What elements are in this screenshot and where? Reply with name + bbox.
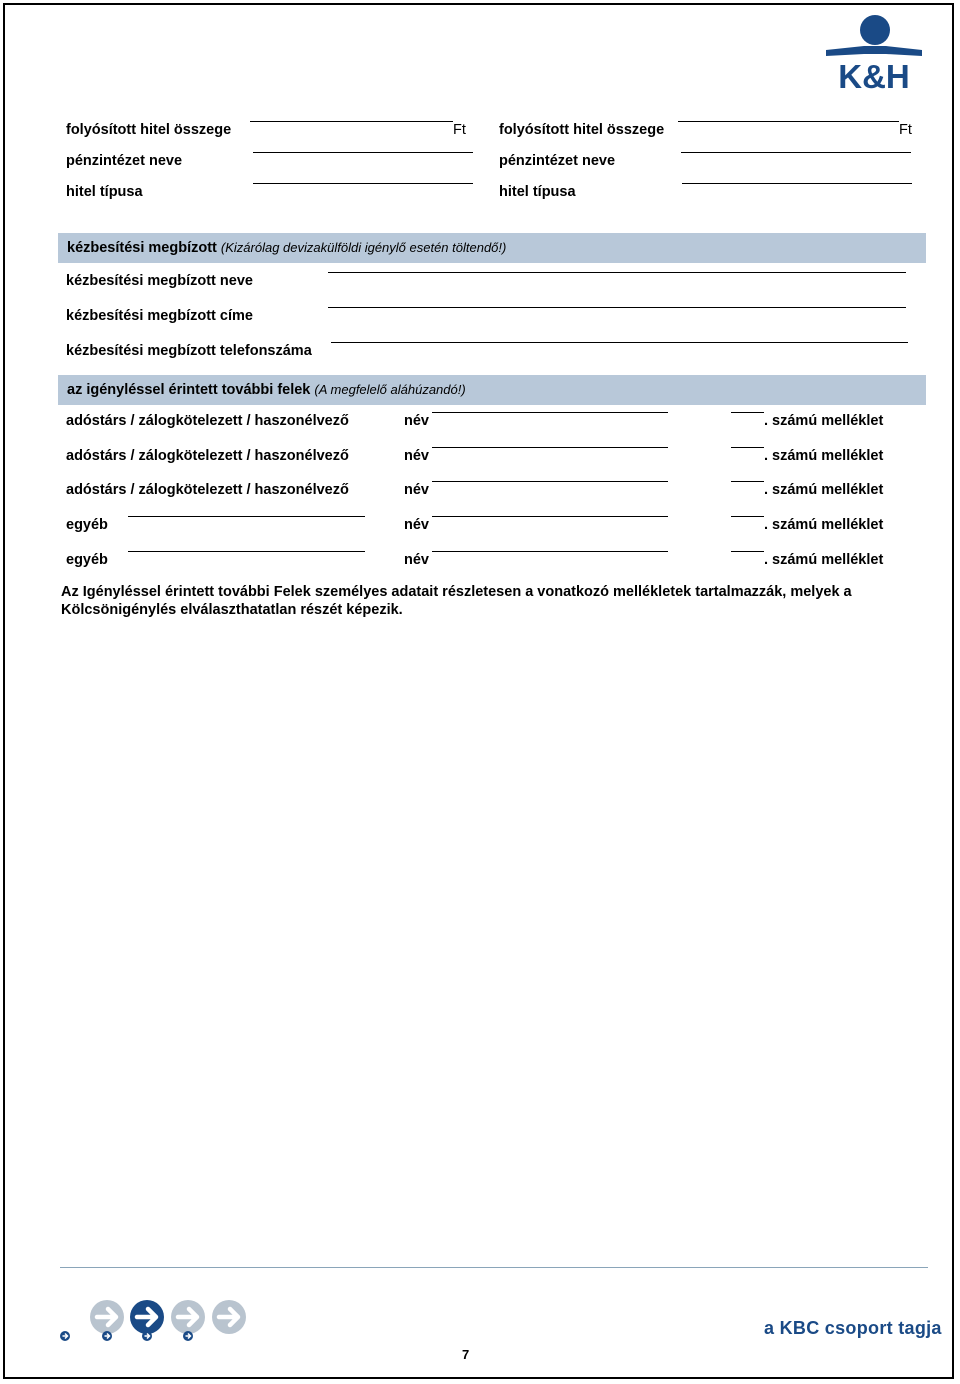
party-attachment-label: . számú melléklet — [764, 413, 884, 429]
delivery-phone-field[interactable] — [331, 342, 908, 343]
party-name-field[interactable] — [432, 551, 668, 552]
parties-section-header — [58, 375, 926, 405]
party-name-label: név — [404, 517, 429, 533]
party-role: egyéb — [66, 517, 108, 533]
arrow-right-icon — [90, 1300, 124, 1341]
kbc-group-logo: a KBC csoport tagja — [764, 1318, 942, 1338]
party-name-field[interactable] — [432, 412, 668, 413]
footer-divider — [60, 1267, 928, 1268]
delivery-section-header — [58, 233, 926, 263]
delivery-address-field[interactable] — [328, 307, 906, 308]
left-currency: Ft — [453, 122, 466, 138]
page-frame — [3, 3, 954, 1379]
party-role: adóstárs / zálogkötelezett / haszonélvező — [66, 482, 349, 498]
party-attachment-label: . számú melléklet — [764, 517, 884, 533]
party-name-label: név — [404, 448, 429, 464]
party-attachment-field[interactable] — [731, 412, 764, 413]
arrow-right-light-icon — [171, 1300, 205, 1341]
party-name-label: név — [404, 413, 429, 429]
footer-arrows — [58, 1296, 258, 1349]
party-role: adóstárs / zálogkötelezett / haszonélvező — [66, 413, 349, 429]
party-role: egyéb — [66, 552, 108, 568]
parties-title-note: (A megfelelő aláhúzandó!) — [314, 382, 466, 397]
party-attachment-label: . számú melléklet — [764, 552, 884, 568]
party-attachment-field[interactable] — [731, 481, 764, 482]
parties-note: Az Igényléssel érintett további Felek személyes adatait részletesen a vonatkozó mellékletek tartalmazzák, melyek a Kölcsönigénylés elválaszthatatlan részét képezik. — [61, 584, 852, 618]
party-name-label: név — [404, 482, 429, 498]
right-type-label: hitel típusa — [499, 184, 576, 200]
party-name-field[interactable] — [432, 447, 668, 448]
arrow-small-icon — [60, 1331, 70, 1341]
left-amount-field[interactable] — [250, 121, 453, 122]
party-attachment-field[interactable] — [731, 447, 764, 448]
right-bank-field[interactable] — [681, 152, 911, 153]
right-type-field[interactable] — [682, 183, 912, 184]
right-amount-field[interactable] — [678, 121, 899, 122]
delivery-address-label: kézbesítési megbízott címe — [66, 308, 253, 324]
right-amount-label: folyósított hitel összege — [499, 122, 665, 138]
left-bank-label: pénzintézet neve — [66, 153, 183, 169]
party-role: adóstárs / zálogkötelezett / haszonélvező — [66, 448, 349, 464]
delivery-phone-label: kézbesítési megbízott telefonszáma — [66, 343, 312, 359]
delivery-name-field[interactable] — [328, 272, 906, 273]
arrow-right-faded-icon — [212, 1300, 246, 1334]
party-attachment-label: . számú melléklet — [764, 448, 884, 464]
svg-text:K&H: K&H — [838, 58, 910, 92]
arrow-right-dark-icon — [130, 1300, 164, 1341]
left-type-label: hitel típusa — [66, 184, 143, 200]
party-attachment-field[interactable] — [731, 551, 764, 552]
delivery-name-label: kézbesítési megbízott neve — [66, 273, 253, 289]
party-name-field[interactable] — [432, 516, 668, 517]
left-amount-label: folyósított hitel összege — [66, 122, 232, 138]
party-name-field[interactable] — [432, 481, 668, 482]
parties-title: az igényléssel érintett további felek — [67, 382, 311, 398]
left-bank-field[interactable] — [253, 152, 473, 153]
delivery-title-note: (Kizárólag devizakülföldi igénylő esetén töltendő!) — [220, 240, 507, 255]
right-bank-label: pénzintézet neve — [499, 153, 616, 169]
left-type-field[interactable] — [253, 183, 473, 184]
page-number: 7 — [462, 1347, 470, 1362]
party-other-field[interactable] — [128, 551, 365, 552]
kh-logo — [824, 12, 924, 92]
party-attachment-field[interactable] — [731, 516, 764, 517]
party-name-label: név — [404, 552, 429, 568]
right-currency: Ft — [899, 122, 912, 138]
party-other-field[interactable] — [128, 516, 365, 517]
party-attachment-label: . számú melléklet — [764, 482, 884, 498]
delivery-title: kézbesítési megbízott — [67, 240, 217, 256]
